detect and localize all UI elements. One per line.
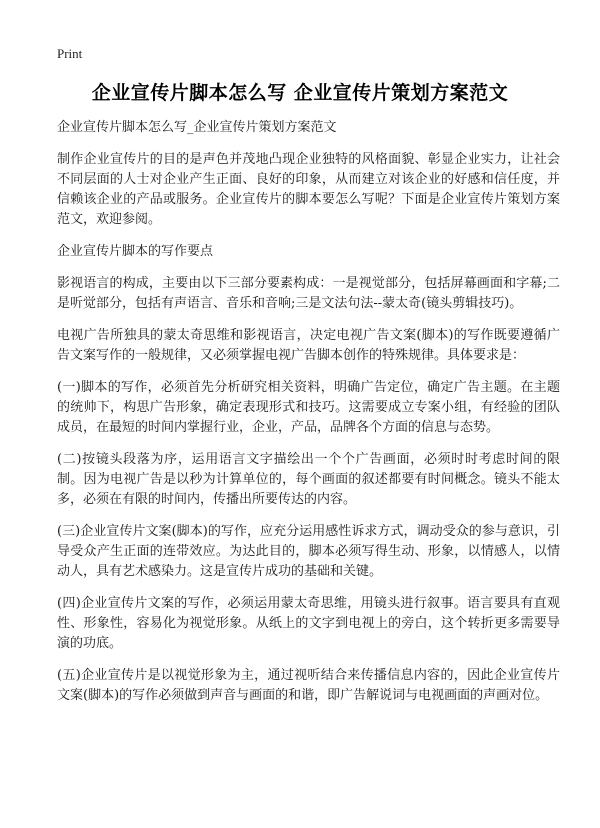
intro-paragraph: 制作企业宣传片的目的是声色并茂地凸现企业独特的风格面貌、彰显企业实力，让社会不同层面的人士对企业产生正面、良好的印象，从而建立对该企业的好感和信任度，并信赖该企业的产品或服务。企业宣传片的脚本要怎么写呢？下面是企业宣传片策划方案范文，欢迎参阅。	[57, 152, 560, 227]
paragraph-point-4: (四)企业宣传片文案的写作，必须运用蒙太奇思维，用镜头进行叙事。语言要具有直观性、形象性，容易化为视觉形象。从纸上的文字到电视上的旁白，这个转折更多需要导演的功底。	[57, 596, 560, 651]
paragraph-point-5: (五)企业宣传片是以视觉形象为主，通过视听结合来传播信息内容的，因此企业宣传片文案(脚本)的写作必须做到声音与画面的和谐，即广告解说词与电视画面的声画对位。	[57, 668, 560, 703]
document-subtitle: 企业宣传片脚本怎么写_企业宣传片策划方案范文	[57, 120, 337, 135]
paragraph-tv-ad-rules: 电视广告所独具的蒙太奇思维和影视语言，决定电视广告文案(脚本)的写作既要遵循广告文案写作的一般规律，又必须掌握电视广告脚本创作的特殊规律。具体要求是：	[57, 328, 560, 363]
paragraph-point-3: (三)企业宣传片文案(脚本)的写作，应充分运用感性诉求方式，调动受众的参与意识，引导受众产生正面的连带效应。为达此目的，脚本必须写得生动、形象，以情感人，以情动人，具有艺术感染力。这是宣传片成功的基础和关键。	[57, 524, 560, 579]
paragraph-point-1: (一)脚本的写作，必须首先分析研究相关资料，明确广告定位，确定广告主题。在主题的统帅下，构思广告形象，确定表现形式和技巧。这需要成立专案小组，有经验的团队成员，在最短的时间内掌握行业，企业，产品，品牌各个方面的信息与态势。	[57, 380, 560, 435]
print-label: Print	[57, 46, 83, 61]
document-title: 企业宣传片脚本怎么写 企业宣传片策划方案范文	[91, 82, 509, 104]
section-heading: 企业宣传片脚本的写作要点	[57, 244, 214, 259]
paragraph-point-2: (二)按镜头段落为序，运用语言文字描绘出一个个广告画面，必须时时考虑时间的限制。因为电视广告是以秒为计算单位的，每个画面的叙述都要有时间概念。镜头不能太多，必须在有限的时间内，传播出所要传达的内容。	[57, 452, 560, 507]
document-body	[57, 118, 560, 718]
paragraph-film-language: 影视语言的构成，主要由以下三部分要素构成：一是视觉部分，包括屏幕画面和字幕;二是听觉部分，包括有声语言、音乐和音响;三是文法句法--蒙太奇(镜头剪辑技巧)。	[57, 276, 560, 311]
